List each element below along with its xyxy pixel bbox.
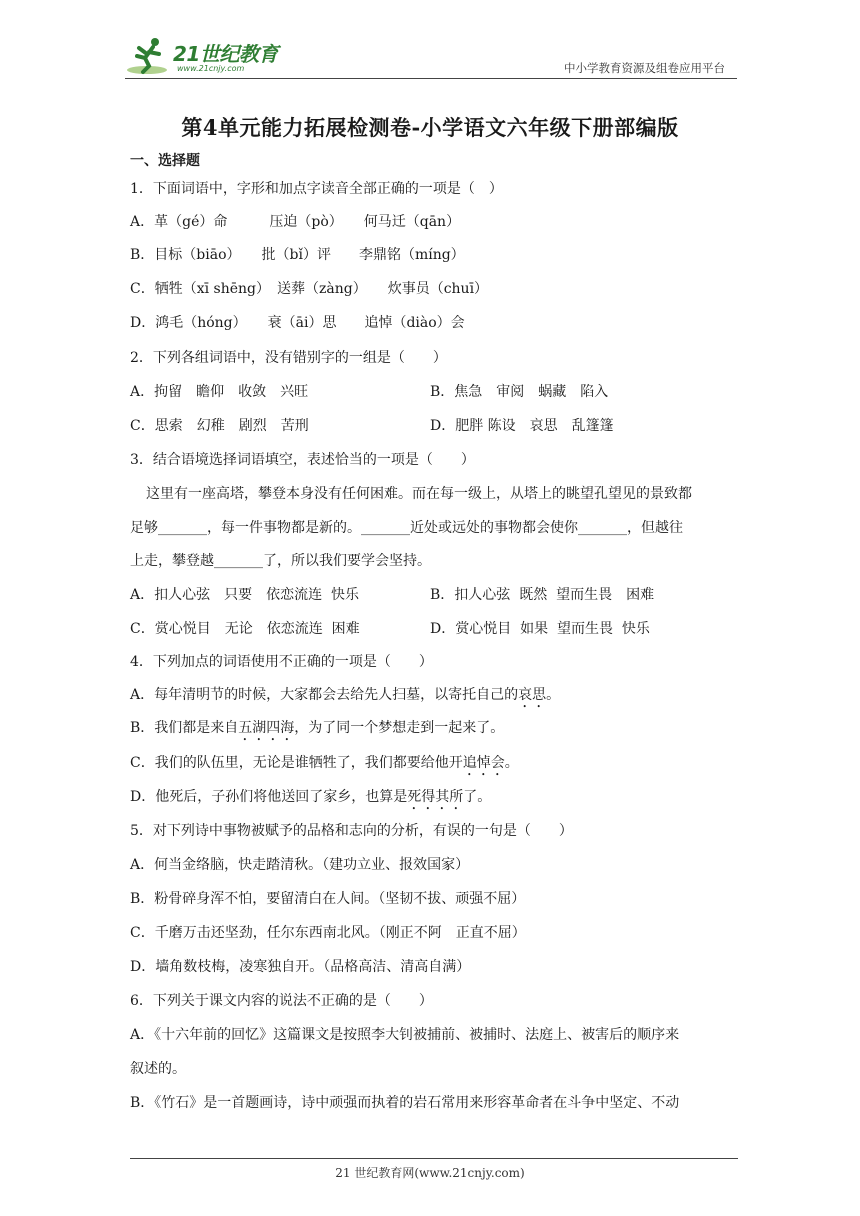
page-title: 第4单元能力拓展检测卷-小学语文六年级下册部编版 [181, 115, 679, 140]
option-text: 。 [546, 687, 561, 703]
question-1-option-c: C．牺牲（xī shēng） 送葬（zàng） 炊事员（chuī） [130, 281, 489, 297]
footer-divider [130, 1158, 738, 1159]
option-text: B．我们都是来自 [130, 720, 239, 736]
question-6-option-b-line1: B．《竹石》是一首题画诗，诗中顽强而执着的岩石常用来形容革命者在斗争中坚定、不动 [130, 1095, 680, 1111]
question-3-passage-1: 这里有一座高塔，攀登本身没有任何困难。而在每一级上，从塔上的眺望孔望见的景致都 [146, 486, 692, 502]
header-divider [125, 78, 737, 79]
question-4-option-b [130, 718, 504, 744]
question-2-stem: 2．下列各组词语中，没有错别字的一组是（ ） [130, 350, 447, 366]
option-text: A．每年清明节的时候，大家都会去给先人扫墓，以寄托自己的 [130, 687, 519, 703]
question-6-option-a-line2: 叙述的。 [130, 1061, 186, 1077]
section-heading: 一、选择题 [130, 153, 200, 169]
question-4-option-c [130, 753, 519, 779]
question-6-option-a-line1: A．《十六年前的回忆》这篇课文是按照李大钊被捕前、被捕时、法庭上、被害后的顺序来 [130, 1027, 680, 1043]
question-5-option-c: C．千磨万击还坚劲，任尔东西南北风。（刚正不阿 正直不屈） [130, 925, 526, 941]
question-2-option-b: B．焦急 审阅 蜗藏 陷入 [430, 384, 609, 400]
question-3-option-c: C．赏心悦目 无论 依恋流连 困难 [130, 621, 360, 637]
emphasized-word: 死得其所 [407, 789, 464, 805]
question-2-option-d: D．肥胖 陈设 哀思 乱篷篷 [430, 418, 614, 434]
question-5-option-a: A．何当金络脑，快走踏清秋。（建功立业、报效国家） [130, 857, 470, 873]
option-text: ，为了同一个梦想走到一起来了。 [294, 720, 505, 736]
brand-url: www.21cnjy.com [177, 64, 245, 73]
question-1-option-d: D．鸿毛（hóng） 衰（āi）思 追悼（diào）会 [130, 315, 465, 331]
question-1-stem: 1．下面词语中，字形和加点字读音全部正确的一项是（ ） [130, 181, 503, 197]
site-logo [125, 34, 295, 78]
question-5-option-b: B．粉骨碎身浑不怕，要留清白在人间。（坚韧不拔、顽强不屈） [130, 891, 526, 907]
question-4-option-d [130, 787, 491, 813]
question-2-option-c: C．思索 幻稚 剧烈 苦刑 [130, 418, 309, 434]
header-tagline: 中小学教育资源及组卷应用平台 [564, 61, 725, 75]
question-2-option-a: A．拘留 瞻仰 收敛 兴旺 [130, 384, 309, 400]
brand-name: 21世纪教育 [173, 42, 278, 66]
emphasized-word: 追悼会 [462, 755, 505, 771]
option-text: D．他死后，子孙们将他送回了家乡，也算是 [130, 789, 408, 805]
option-text: 。 [504, 755, 519, 771]
question-5-stem: 5．对下列诗中事物被赋予的品格和志向的分析，有误的一句是（ ） [130, 823, 573, 839]
page-header [125, 34, 737, 80]
option-text: 了。 [463, 789, 492, 805]
question-3-option-b: B．扣人心弦 既然 望而生畏 困难 [430, 587, 655, 603]
emphasized-word: 五湖四海 [238, 720, 295, 736]
emphasized-word: 哀思 [518, 687, 547, 703]
question-3-option-a: A．扣人心弦 只要 依恋流连 快乐 [130, 587, 360, 603]
question-4-stem: 4．下列加点的词语使用不正确的一项是（ ） [130, 654, 433, 670]
question-4-option-a [130, 685, 560, 711]
question-3-passage-2: 足够_______，每一件事物都是新的。_______近处或远处的事物都会使你_______，但越往 [130, 520, 683, 536]
question-3-passage-3: 上走，攀登越_______了，所以我们要学会坚持。 [130, 553, 431, 569]
runner-logo-icon [125, 36, 171, 76]
question-3-option-d: D．赏心悦目 如果 望而生畏 快乐 [430, 621, 650, 637]
question-6-stem: 6．下列关于课文内容的说法不正确的是（ ） [130, 993, 433, 1009]
question-5-option-d: D．墙角数枝梅，凌寒独自开。（品格高洁、清高自满） [130, 959, 471, 975]
question-1-option-b: B．目标（biāo） 批（bǐ）评 李鼎铭（míng） [130, 247, 465, 263]
question-3-stem: 3．结合语境选择词语填空，表述恰当的一项是（ ） [130, 452, 475, 468]
question-1-option-a: A．革（gé）命 压迫（pò） 何马迁（qān） [130, 214, 461, 230]
page-footer: 21 世纪教育网(www.21cnjy.com) [335, 1166, 525, 1180]
option-text: C．我们的队伍里，无论是谁牺牲了，我们都要给他开 [130, 755, 463, 771]
